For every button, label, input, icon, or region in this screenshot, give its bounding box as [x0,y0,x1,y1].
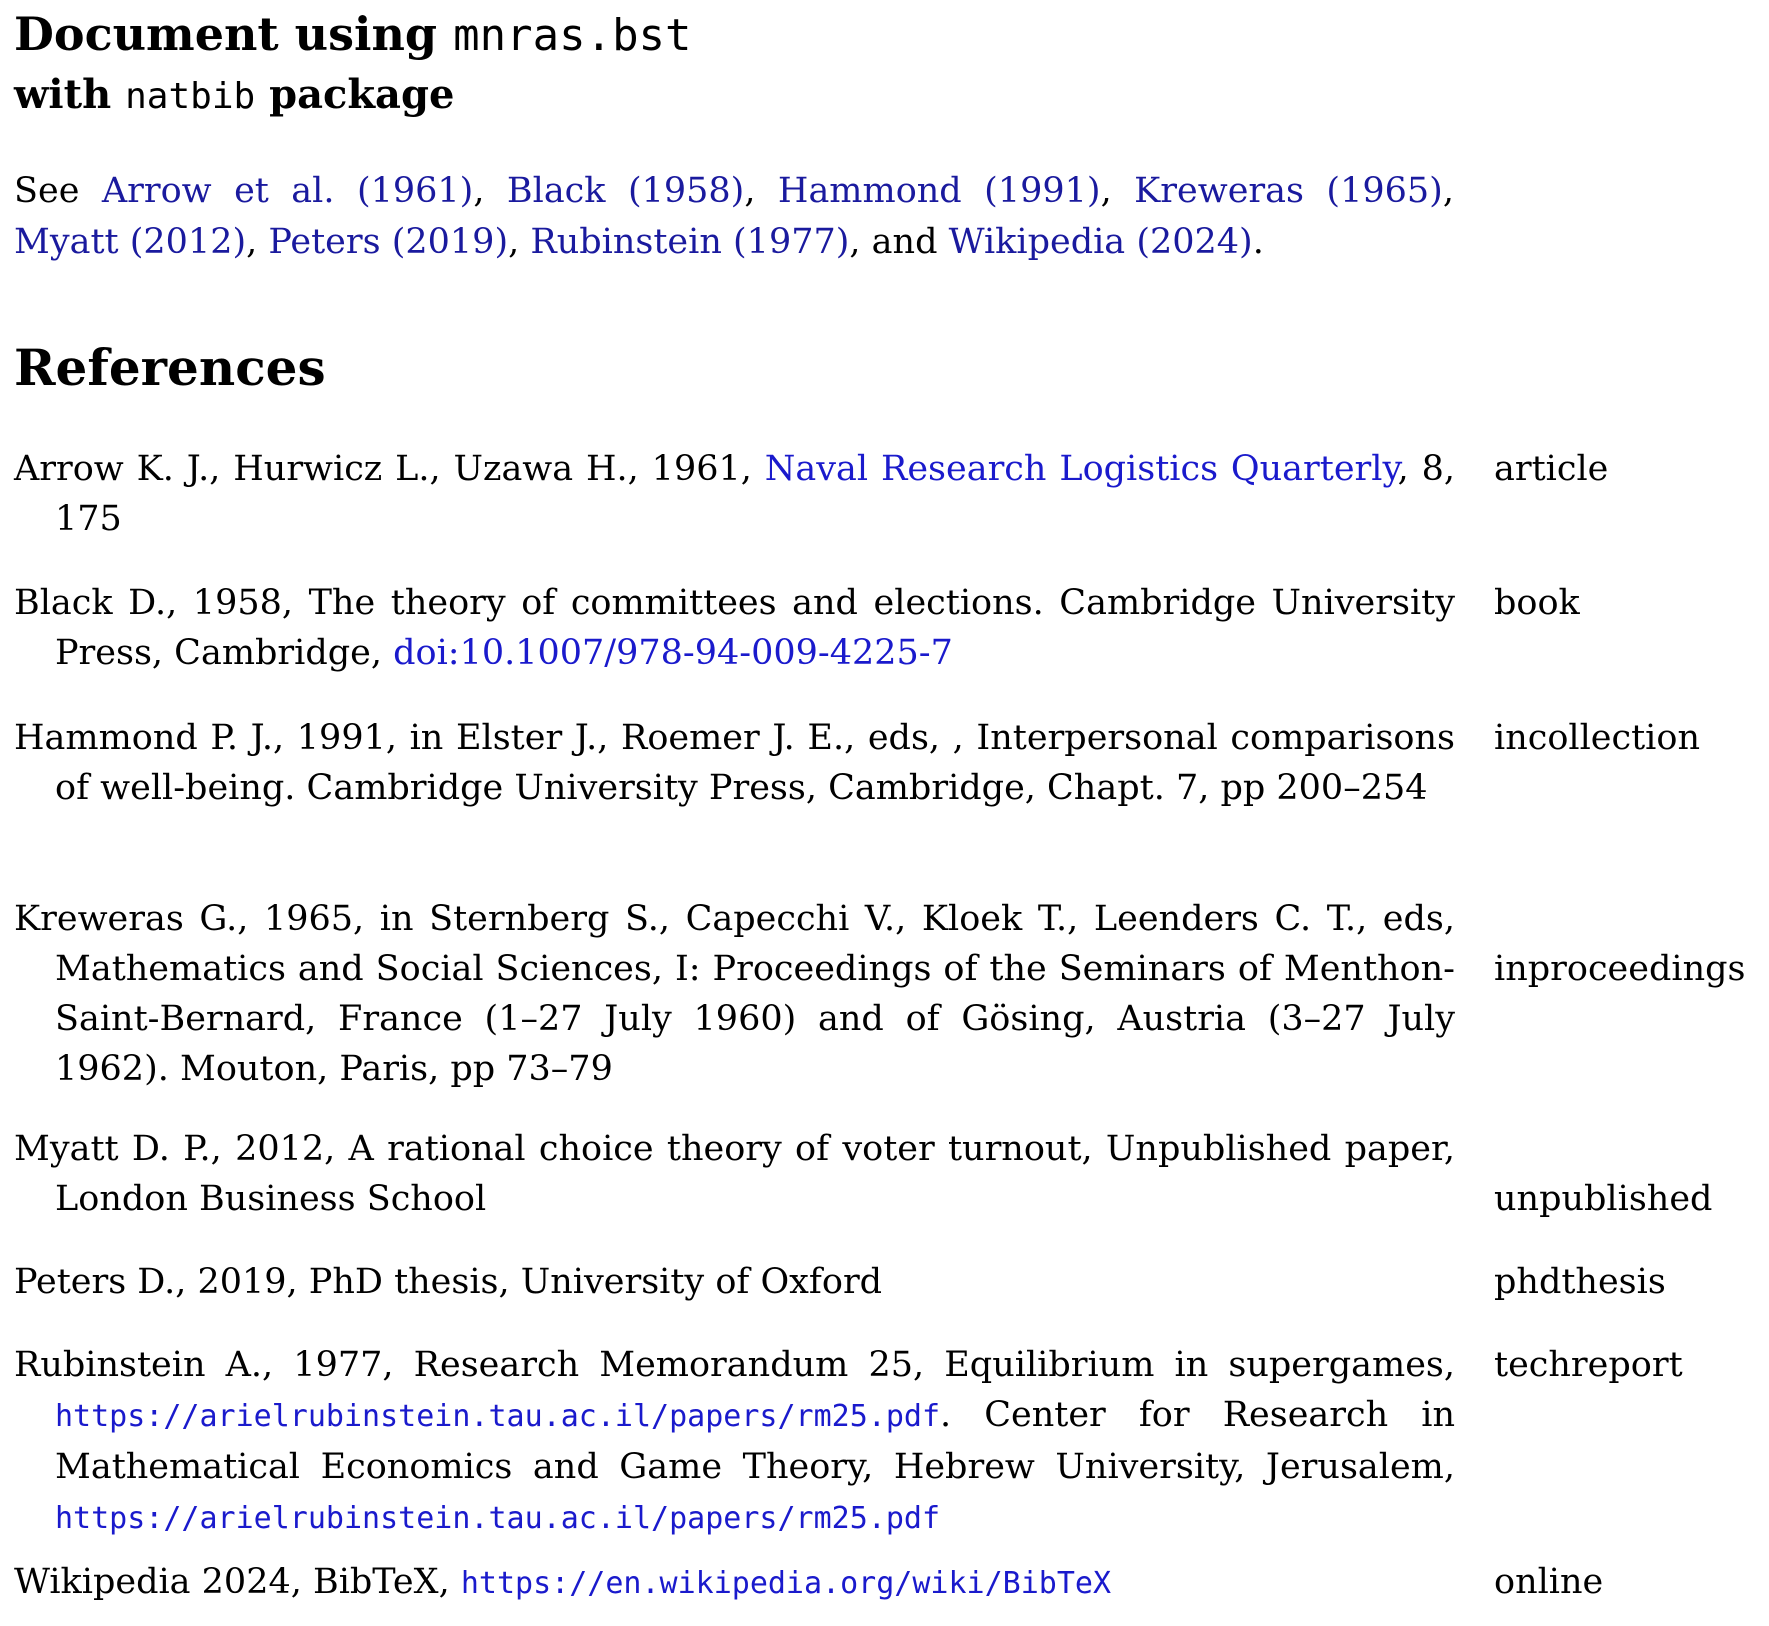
reference-entry-peters [14,1257,1754,1307]
reference-entry-hammond [14,713,1754,813]
reference-type-label: phdthesis [1494,1262,1666,1302]
page-title [14,6,692,64]
journal-link[interactable]: Naval Research Logistics Quarterly [764,449,1398,489]
reference-type-label: incollection [1494,718,1700,758]
reference-type-label: article [1494,449,1609,489]
reference-text: Rubinstein A., 1977, Research Memorandum 25, Equilibrium in supergames, https://arielrubinstein.tau.ac.il/papers/rm25.pdf. Center for Research in Mathematical Economics and Game Theory, Hebrew University, Jerusalem, https://arielrubinstein.tau.ac.il/papers/rm25.pdf [14,1345,1455,1536]
citation-link-rubinstein[interactable]: Rubinstein (1977) [530,222,850,262]
reference-entry-black [14,578,1754,678]
reference-type-label: techreport [1494,1345,1683,1385]
title-prefix: Document using [14,7,454,61]
citation-link-wikipedia[interactable]: Wikipedia (2024) [948,222,1253,262]
citation-paragraph: See Arrow et al. (1961), Black (1958), Hammond (1991), Kreweras (1965), Myatt (2012), Peters (2019), Rubinstein (1977), and Wikipedia (2024). [14,171,1454,262]
reference-type-label: unpublished [1494,1179,1713,1219]
citation-lead: See [14,171,102,211]
reference-entry-arrow [14,444,1754,544]
reference-entry-kreweras [14,894,1754,1094]
subtitle-code: natbib [125,76,256,117]
citation-link-arrow[interactable]: Arrow et al. (1961) [101,171,474,211]
reference-type-label: online [1494,1562,1604,1602]
reference-text: Wikipedia 2024, BibTeX, https://en.wikipedia.org/wiki/BibTeX [14,1562,1112,1602]
subtitle-prefix: with [14,71,126,118]
citation-link-kreweras[interactable]: Kreweras (1965) [1134,171,1443,211]
url-link[interactable]: https://en.wikipedia.org/wiki/BibTeX [460,1566,1112,1601]
references-heading: References [14,338,326,397]
reference-text: Hammond P. J., 1991, in Elster J., Roemer J. E., eds, , Interpersonal comparisons of well-being. Cambridge University Press, Cambridge, Chapt. 7, pp 200–254 [14,718,1455,808]
citation-link-peters[interactable]: Peters (2019) [268,222,509,262]
doi-link[interactable]: doi:10.1007/978-94-009-4225-7 [393,633,953,673]
url-link[interactable]: https://arielrubinstein.tau.ac.il/papers/rm25.pdf [55,1399,941,1434]
citation-link-myatt[interactable]: Myatt (2012) [14,222,247,262]
page-subtitle [14,70,454,122]
citation-link-black[interactable]: Black (1958) [506,171,745,211]
subtitle-suffix: package [255,71,455,118]
reference-type-label: book [1494,583,1580,623]
url-link[interactable]: https://arielrubinstein.tau.ac.il/papers/rm25.pdf [55,1501,941,1536]
reference-text: Arrow K. J., Hurwicz L., Uzawa H., 1961, Naval Research Logistics Quarterly, 8, 175 [14,449,1455,539]
reference-entry-wikipedia [14,1557,1754,1609]
reference-text: Peters D., 2019, PhD thesis, University of Oxford [14,1262,883,1302]
reference-entry-rubinstein [14,1340,1754,1544]
citation-link-hammond[interactable]: Hammond (1991) [777,171,1101,211]
reference-entry-myatt [14,1124,1754,1224]
reference-text: Kreweras G., 1965, in Sternberg S., Capecchi V., Kloek T., Leenders C. T., eds, Mathematics and Social Sciences, I: Proceedings of the Seminars of Menthon-Saint-Bernard, France (1–27 July 1960) and of Gösing, Austria (3–27 July 1962). Mouton, Paris, pp 73–79 [14,899,1455,1089]
reference-text: Myatt D. P., 2012, A rational choice theory of voter turnout, Unpublished paper, London Business School [14,1129,1455,1219]
reference-text: Black D., 1958, The theory of committees and elections. Cambridge University Press, Cambridge, doi:10.1007/978-94-009-4225-7 [14,583,1455,673]
reference-type-label: inproceedings [1494,949,1746,989]
title-code: mnras.bst [453,10,692,61]
